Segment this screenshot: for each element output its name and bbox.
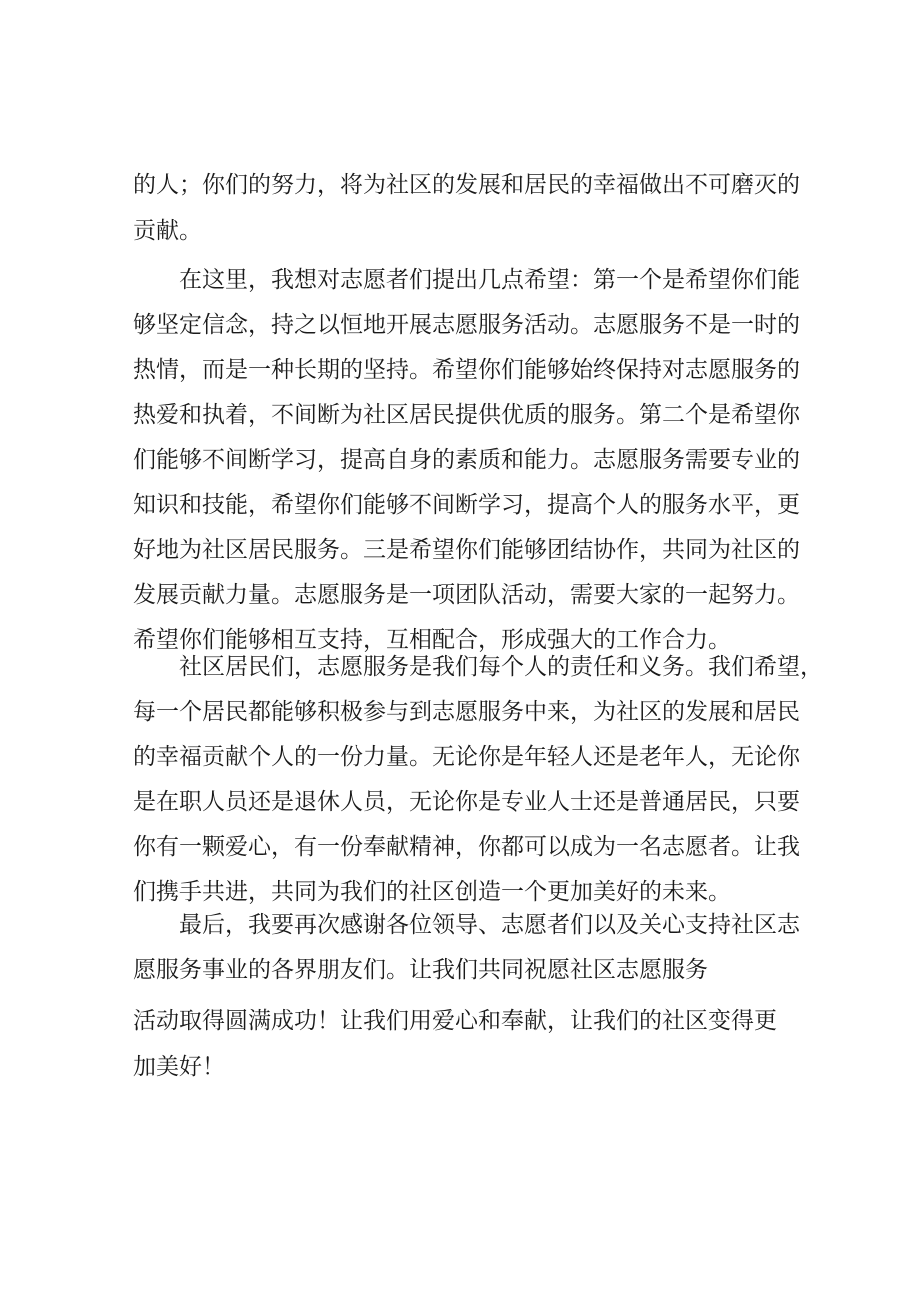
text-line: 热爱和执着，不间断为社区居民提供优质的服务。第二个是希望你 — [133, 402, 800, 428]
text-line: 发展贡献力量。志愿服务是一项团队活动，需要大家的一起努力。 — [133, 582, 800, 608]
text-line: 社区居民们，志愿服务是我们每个人的责任和义务。我们希望， — [179, 654, 823, 680]
text-line: 你有一颗爱心，有一份奉献精神，你都可以成为一名志愿者。让我 — [133, 834, 800, 860]
text-line: 的幸福贡献个人的一份力量。无论你是年轻人还是老年人，无论你 — [133, 744, 800, 770]
text-line: 知识和技能，希望你们能够不间断学习，提高个人的服务水平，更 — [133, 492, 800, 518]
text-line: 够坚定信念，持之以恒地开展志愿服务活动。志愿服务不是一时的 — [133, 312, 800, 338]
paragraph-closing — [133, 1004, 795, 1085]
text-line: 希望你们能够相互支持，互相配合，形成强大的工作合力。 — [133, 627, 731, 653]
text-line: 的人；你们的努力，将为社区的发展和居民的幸福做出不可磨灭的 — [133, 172, 800, 198]
text-line: 活动取得圆满成功！让我们用爱心和奉献，让我们的社区变得更 — [133, 1008, 777, 1034]
text-line: 最后，我要再次感谢各位领导、志愿者们以及关心支持社区志 — [179, 912, 800, 938]
text-line: 是在职人员还是退休人员，无论你是专业人士还是普通居民，只要 — [133, 789, 800, 815]
text-line: 们能够不间断学习，提高自身的素质和能力。志愿服务需要专业的 — [133, 447, 800, 473]
text-line: 热情，而是一种长期的坚持。希望你们能够始终保持对志愿服务的 — [133, 357, 800, 383]
text-line: 好地为社区居民服务。三是希望你们能够团结协作，共同为社区的 — [133, 537, 800, 563]
text-line: 们携手共进，共同为我们的社区创造一个更加美好的未来。 — [133, 879, 731, 905]
text-line: 在这里，我想对志愿者们提出几点希望：第一个是希望你们能 — [179, 267, 800, 293]
paragraph-continuation — [133, 168, 800, 249]
text-line: 贡献。 — [133, 218, 202, 244]
paragraph-thanks — [133, 908, 800, 988]
paragraph-hopes — [133, 263, 800, 658]
text-line: 愿服务事业的各界朋友们。让我们共同祝愿社区志愿服务 — [133, 957, 708, 983]
paragraph-residents — [133, 650, 823, 910]
text-line: 加美好！ — [133, 1054, 225, 1080]
text-line: 每一个居民都能够积极参与到志愿服务中来，为社区的发展和居民 — [133, 699, 800, 725]
